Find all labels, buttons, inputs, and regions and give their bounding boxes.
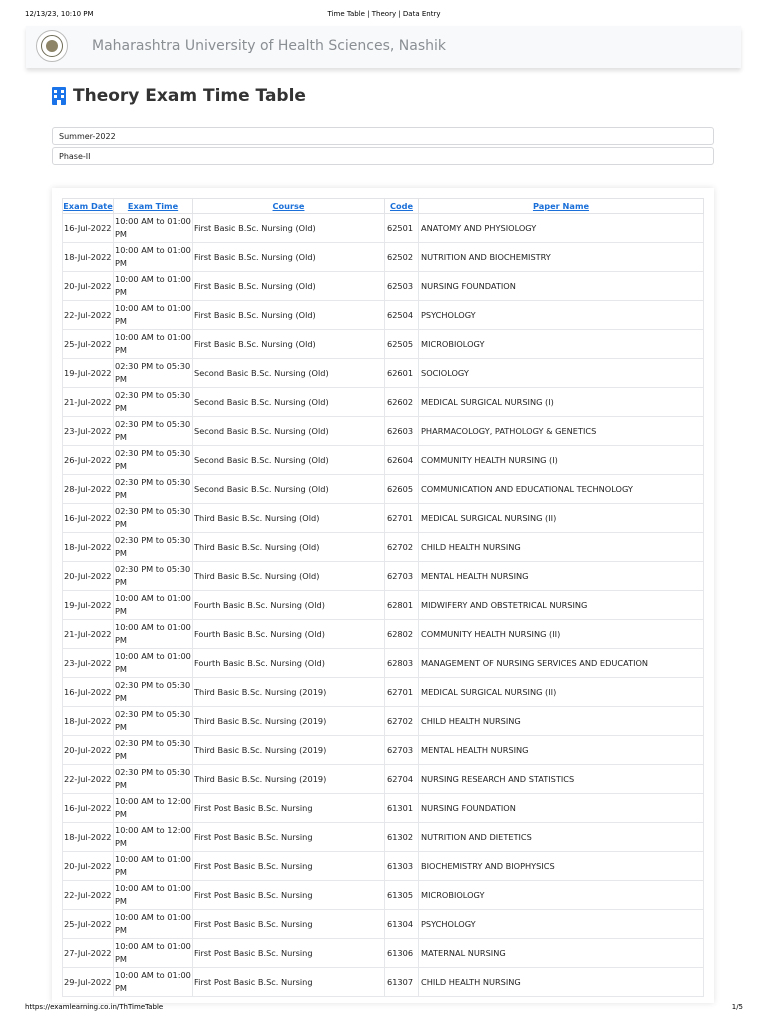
course-cell: Third Basic B.Sc. Nursing (2019) xyxy=(193,736,385,765)
table-row xyxy=(63,359,704,388)
paper-name-cell: PSYCHOLOGY xyxy=(419,910,704,939)
code-cell: 62803 xyxy=(385,649,419,678)
course-cell: Second Basic B.Sc. Nursing (Old) xyxy=(193,475,385,504)
exam-date-cell: 23-Jul-2022 xyxy=(63,417,114,446)
paper-name-cell: MATERNAL NURSING xyxy=(419,939,704,968)
table-row xyxy=(63,243,704,272)
exam-time-cell: 02:30 PM to 05:30 PM xyxy=(114,475,193,504)
paper-name-cell: MEDICAL SURGICAL NURSING (I) xyxy=(419,388,704,417)
exam-time-cell: 10:00 AM to 01:00 PM xyxy=(114,330,193,359)
table-row xyxy=(63,330,704,359)
paper-name-cell: COMMUNITY HEALTH NURSING (I) xyxy=(419,446,704,475)
course-cell: Second Basic B.Sc. Nursing (Old) xyxy=(193,388,385,417)
session-select[interactable]: Summer-2022 xyxy=(52,127,714,145)
course-cell: Second Basic B.Sc. Nursing (Old) xyxy=(193,359,385,388)
course-cell: First Basic B.Sc. Nursing (Old) xyxy=(193,214,385,243)
code-cell: 62601 xyxy=(385,359,419,388)
paper-name-cell: MICROBIOLOGY xyxy=(419,881,704,910)
course-cell: Second Basic B.Sc. Nursing (Old) xyxy=(193,417,385,446)
timetable xyxy=(62,198,704,997)
code-cell: 62702 xyxy=(385,707,419,736)
exam-date-cell: 20-Jul-2022 xyxy=(63,736,114,765)
course-cell: First Post Basic B.Sc. Nursing xyxy=(193,939,385,968)
paper-name-cell: PHARMACOLOGY, PATHOLOGY & GENETICS xyxy=(419,417,704,446)
exam-date-cell: 29-Jul-2022 xyxy=(63,968,114,997)
code-cell: 61305 xyxy=(385,881,419,910)
paper-name-cell: CHILD HEALTH NURSING xyxy=(419,968,704,997)
exam-time-cell: 10:00 AM to 01:00 PM xyxy=(114,968,193,997)
course-cell: Third Basic B.Sc. Nursing (Old) xyxy=(193,504,385,533)
table-row xyxy=(63,794,704,823)
table-row xyxy=(63,301,704,330)
table-row xyxy=(63,620,704,649)
print-footer xyxy=(0,1003,768,1017)
exam-date-cell: 16-Jul-2022 xyxy=(63,678,114,707)
exam-date-cell: 20-Jul-2022 xyxy=(63,852,114,881)
course-cell: First Post Basic B.Sc. Nursing xyxy=(193,852,385,881)
code-cell: 62701 xyxy=(385,678,419,707)
exam-time-cell: 02:30 PM to 05:30 PM xyxy=(114,765,193,794)
code-cell: 62504 xyxy=(385,301,419,330)
code-cell: 62602 xyxy=(385,388,419,417)
code-cell: 62704 xyxy=(385,765,419,794)
course-cell: Fourth Basic B.Sc. Nursing (Old) xyxy=(193,591,385,620)
code-cell: 62501 xyxy=(385,214,419,243)
code-cell: 62701 xyxy=(385,504,419,533)
table-row xyxy=(63,823,704,852)
table-row xyxy=(63,417,704,446)
exam-time-cell: 02:30 PM to 05:30 PM xyxy=(114,417,193,446)
table-row xyxy=(63,968,704,997)
university-seal-icon[interactable] xyxy=(36,30,68,62)
paper-name-cell: BIOCHEMISTRY AND BIOPHYSICS xyxy=(419,852,704,881)
exam-date-cell: 23-Jul-2022 xyxy=(63,649,114,678)
exam-date-cell: 21-Jul-2022 xyxy=(63,620,114,649)
course-cell: Third Basic B.Sc. Nursing (2019) xyxy=(193,678,385,707)
exam-date-cell: 26-Jul-2022 xyxy=(63,446,114,475)
code-cell: 62503 xyxy=(385,272,419,301)
exam-time-cell: 10:00 AM to 01:00 PM xyxy=(114,591,193,620)
course-cell: Fourth Basic B.Sc. Nursing (Old) xyxy=(193,620,385,649)
exam-date-cell: 25-Jul-2022 xyxy=(63,910,114,939)
exam-time-cell: 02:30 PM to 05:30 PM xyxy=(114,388,193,417)
code-cell: 61302 xyxy=(385,823,419,852)
exam-time-cell: 02:30 PM to 05:30 PM xyxy=(114,359,193,388)
exam-date-cell: 22-Jul-2022 xyxy=(63,881,114,910)
exam-date-cell: 27-Jul-2022 xyxy=(63,939,114,968)
print-url: https://examlearning.co.in/ThTimeTable xyxy=(25,1003,164,1011)
course-cell: First Post Basic B.Sc. Nursing xyxy=(193,794,385,823)
paper-name-cell: MENTAL HEALTH NURSING xyxy=(419,562,704,591)
exam-time-cell: 10:00 AM to 01:00 PM xyxy=(114,649,193,678)
course-cell: Third Basic B.Sc. Nursing (2019) xyxy=(193,765,385,794)
paper-name-cell: NUTRITION AND BIOCHEMISTRY xyxy=(419,243,704,272)
paper-name-cell: COMMUNITY HEALTH NURSING (II) xyxy=(419,620,704,649)
table-header-row xyxy=(63,199,704,214)
table-row xyxy=(63,910,704,939)
exam-time-cell: 10:00 AM to 01:00 PM xyxy=(114,910,193,939)
table-row xyxy=(63,736,704,765)
course-cell: First Basic B.Sc. Nursing (Old) xyxy=(193,330,385,359)
paper-name-cell: NURSING FOUNDATION xyxy=(419,272,704,301)
exam-date-cell: 16-Jul-2022 xyxy=(63,504,114,533)
course-cell: First Basic B.Sc. Nursing (Old) xyxy=(193,272,385,301)
course-cell: Fourth Basic B.Sc. Nursing (Old) xyxy=(193,649,385,678)
table-row xyxy=(63,649,704,678)
paper-name-cell: NURSING RESEARCH AND STATISTICS xyxy=(419,765,704,794)
sort-code[interactable]: Code xyxy=(385,199,419,214)
exam-time-cell: 02:30 PM to 05:30 PM xyxy=(114,562,193,591)
exam-time-cell: 10:00 AM to 01:00 PM xyxy=(114,214,193,243)
course-cell: First Post Basic B.Sc. Nursing xyxy=(193,968,385,997)
sort-exam-date[interactable]: Exam Date xyxy=(63,199,114,214)
exam-time-cell: 02:30 PM to 05:30 PM xyxy=(114,736,193,765)
paper-name-cell: CHILD HEALTH NURSING xyxy=(419,533,704,562)
table-row xyxy=(63,533,704,562)
table-row xyxy=(63,272,704,301)
code-cell: 62604 xyxy=(385,446,419,475)
code-cell: 62802 xyxy=(385,620,419,649)
paper-name-cell: MENTAL HEALTH NURSING xyxy=(419,736,704,765)
paper-name-cell: SOCIOLOGY xyxy=(419,359,704,388)
code-cell: 61303 xyxy=(385,852,419,881)
exam-date-cell: 18-Jul-2022 xyxy=(63,707,114,736)
timetable-card xyxy=(52,188,714,1003)
page-title xyxy=(52,84,306,108)
table-row xyxy=(63,939,704,968)
table-row xyxy=(63,881,704,910)
code-cell: 62505 xyxy=(385,330,419,359)
exam-time-cell: 02:30 PM to 05:30 PM xyxy=(114,533,193,562)
sort-exam-time[interactable]: Exam Time xyxy=(114,199,193,214)
table-row xyxy=(63,446,704,475)
paper-name-cell: MEDICAL SURGICAL NURSING (II) xyxy=(419,678,704,707)
paper-name-cell: MEDICAL SURGICAL NURSING (II) xyxy=(419,504,704,533)
code-cell: 62703 xyxy=(385,736,419,765)
course-cell: First Basic B.Sc. Nursing (Old) xyxy=(193,301,385,330)
table-row xyxy=(63,504,704,533)
paper-name-cell: NURSING FOUNDATION xyxy=(419,794,704,823)
brand-name[interactable]: Maharashtra University of Health Sciences, Nashik xyxy=(92,38,447,54)
table-row xyxy=(63,765,704,794)
phase-select[interactable]: Phase-II xyxy=(52,147,714,165)
building-icon xyxy=(52,87,66,105)
exam-time-cell: 10:00 AM to 01:00 PM xyxy=(114,272,193,301)
paper-name-cell: NUTRITION AND DIETETICS xyxy=(419,823,704,852)
course-cell: Second Basic B.Sc. Nursing (Old) xyxy=(193,446,385,475)
course-cell: Third Basic B.Sc. Nursing (2019) xyxy=(193,707,385,736)
paper-name-cell: MIDWIFERY AND OBSTETRICAL NURSING xyxy=(419,591,704,620)
exam-time-cell: 10:00 AM to 01:00 PM xyxy=(114,881,193,910)
exam-date-cell: 21-Jul-2022 xyxy=(63,388,114,417)
exam-time-cell: 10:00 AM to 12:00 PM xyxy=(114,794,193,823)
paper-name-cell: PSYCHOLOGY xyxy=(419,301,704,330)
exam-date-cell: 25-Jul-2022 xyxy=(63,330,114,359)
course-cell: Third Basic B.Sc. Nursing (Old) xyxy=(193,562,385,591)
sort-course[interactable]: Course xyxy=(193,199,385,214)
table-row xyxy=(63,388,704,417)
print-page-number: 1/5 xyxy=(731,1003,743,1011)
code-cell: 62603 xyxy=(385,417,419,446)
course-cell: Third Basic B.Sc. Nursing (Old) xyxy=(193,533,385,562)
exam-time-cell: 10:00 AM to 01:00 PM xyxy=(114,301,193,330)
print-datetime: 12/13/23, 10:10 PM xyxy=(25,10,94,18)
code-cell: 62801 xyxy=(385,591,419,620)
table-row xyxy=(63,475,704,504)
exam-time-cell: 02:30 PM to 05:30 PM xyxy=(114,707,193,736)
exam-time-cell: 02:30 PM to 05:30 PM xyxy=(114,678,193,707)
exam-time-cell: 10:00 AM to 01:00 PM xyxy=(114,939,193,968)
paper-name-cell: MANAGEMENT OF NURSING SERVICES AND EDUCATION xyxy=(419,649,704,678)
course-cell: First Post Basic B.Sc. Nursing xyxy=(193,881,385,910)
code-cell: 61307 xyxy=(385,968,419,997)
paper-name-cell: COMMUNICATION AND EDUCATIONAL TECHNOLOGY xyxy=(419,475,704,504)
exam-date-cell: 16-Jul-2022 xyxy=(63,214,114,243)
exam-time-cell: 10:00 AM to 01:00 PM xyxy=(114,243,193,272)
code-cell: 61306 xyxy=(385,939,419,968)
code-cell: 62702 xyxy=(385,533,419,562)
exam-date-cell: 20-Jul-2022 xyxy=(63,562,114,591)
table-row xyxy=(63,214,704,243)
table-row xyxy=(63,562,704,591)
exam-date-cell: 19-Jul-2022 xyxy=(63,359,114,388)
exam-time-cell: 10:00 AM to 01:00 PM xyxy=(114,620,193,649)
table-row xyxy=(63,678,704,707)
course-cell: First Post Basic B.Sc. Nursing xyxy=(193,823,385,852)
exam-time-cell: 10:00 AM to 01:00 PM xyxy=(114,852,193,881)
paper-name-cell: ANATOMY AND PHYSIOLOGY xyxy=(419,214,704,243)
print-title: Time Table | Theory | Data Entry xyxy=(327,10,441,18)
page-title-text: Theory Exam Time Table xyxy=(73,86,306,106)
exam-date-cell: 18-Jul-2022 xyxy=(63,823,114,852)
exam-time-cell: 02:30 PM to 05:30 PM xyxy=(114,446,193,475)
exam-date-cell: 22-Jul-2022 xyxy=(63,301,114,330)
code-cell: 62502 xyxy=(385,243,419,272)
paper-name-cell: CHILD HEALTH NURSING xyxy=(419,707,704,736)
print-header xyxy=(0,10,768,24)
navbar xyxy=(26,26,741,68)
exam-date-cell: 16-Jul-2022 xyxy=(63,794,114,823)
code-cell: 61304 xyxy=(385,910,419,939)
course-cell: First Post Basic B.Sc. Nursing xyxy=(193,910,385,939)
exam-date-cell: 19-Jul-2022 xyxy=(63,591,114,620)
exam-time-cell: 10:00 AM to 12:00 PM xyxy=(114,823,193,852)
code-cell: 62605 xyxy=(385,475,419,504)
course-cell: First Basic B.Sc. Nursing (Old) xyxy=(193,243,385,272)
sort-paper-name[interactable]: Paper Name xyxy=(419,199,704,214)
table-row xyxy=(63,591,704,620)
exam-time-cell: 02:30 PM to 05:30 PM xyxy=(114,504,193,533)
exam-date-cell: 20-Jul-2022 xyxy=(63,272,114,301)
exam-date-cell: 18-Jul-2022 xyxy=(63,243,114,272)
table-row xyxy=(63,852,704,881)
code-cell: 61301 xyxy=(385,794,419,823)
exam-date-cell: 22-Jul-2022 xyxy=(63,765,114,794)
exam-date-cell: 28-Jul-2022 xyxy=(63,475,114,504)
exam-date-cell: 18-Jul-2022 xyxy=(63,533,114,562)
code-cell: 62703 xyxy=(385,562,419,591)
paper-name-cell: MICROBIOLOGY xyxy=(419,330,704,359)
table-row xyxy=(63,707,704,736)
